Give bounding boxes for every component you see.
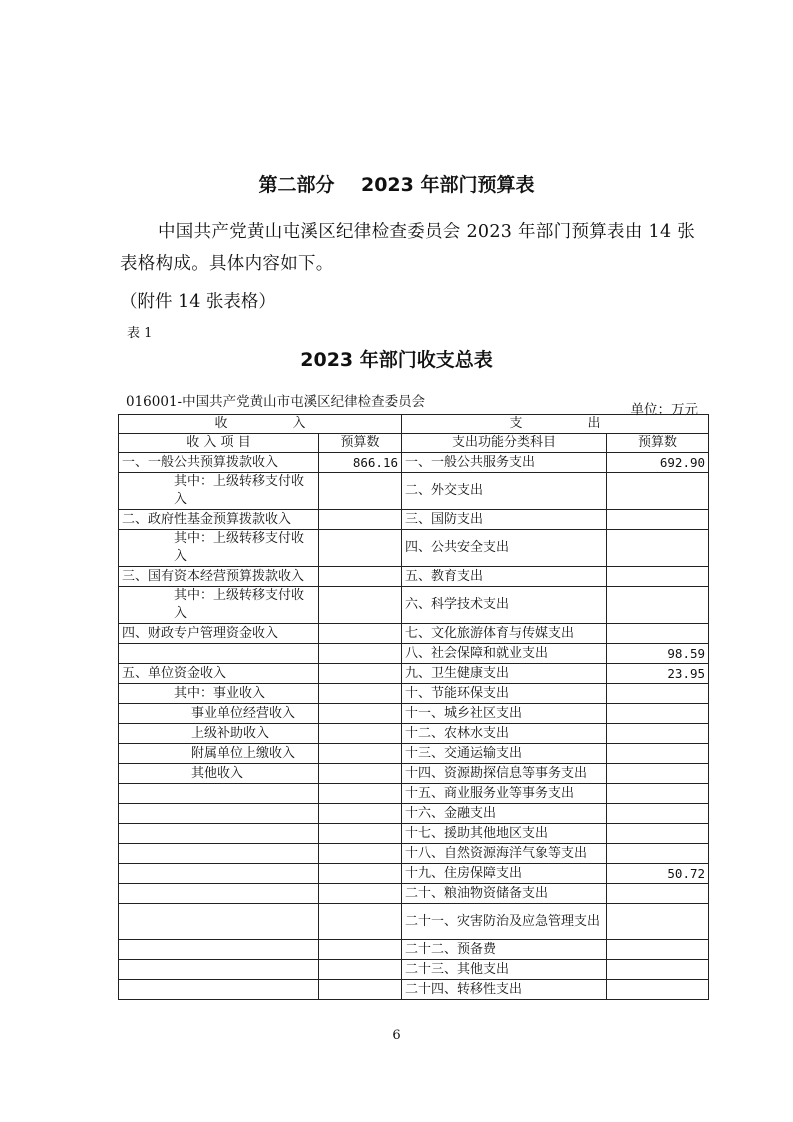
table-row [119,453,709,473]
expense-item-cell: 十三、交通运输支出 [402,744,607,764]
income-amount-cell [319,844,402,864]
expense-item-cell: 十二、农林水支出 [402,724,607,744]
expense-amount-cell [607,744,709,764]
income-amount-cell [319,940,402,960]
income-amount-header: 预算数 [319,434,402,453]
expense-amount-cell: 692.90 [607,453,709,473]
expense-amount-cell [607,530,709,567]
expense-item-cell: 八、社会保障和就业支出 [402,644,607,664]
income-item-cell [119,644,319,664]
table-row [119,904,709,940]
expense-amount-cell [607,844,709,864]
table-row [119,980,709,1000]
expense-amount-cell [607,960,709,980]
income-item-cell [119,864,319,884]
income-item-cell [119,980,319,1000]
income-amount-cell [319,724,402,744]
income-amount-cell [319,567,402,587]
table-row [119,824,709,844]
income-item-cell [119,940,319,960]
income-item-cell: 一、一般公共预算拨款收入 [119,453,319,473]
income-item-cell: 其中：上级转移支付收入 [119,587,319,624]
income-group-header: 收 入 [119,415,402,434]
organization-label: 016001-中国共产党黄山市屯溪区纪律检查委员会 [126,394,426,410]
income-amount-cell [319,804,402,824]
expense-item-cell: 十七、援助其他地区支出 [402,824,607,844]
table-row [119,684,709,704]
expense-amount-cell [607,587,709,624]
expense-amount-cell [607,764,709,784]
income-amount-cell [319,587,402,624]
expense-item-cell: 十九、住房保障支出 [402,864,607,884]
income-item-cell [119,904,319,940]
income-amount-cell [319,884,402,904]
expense-group-header: 支 出 [402,415,709,434]
table-row [119,940,709,960]
table-row [119,664,709,684]
income-item-cell: 其中：上级转移支付收入 [119,530,319,567]
income-amount-cell [319,960,402,980]
table-row [119,960,709,980]
expense-item-cell: 二十四、转移性支出 [402,980,607,1000]
income-item-cell: 附属单位上缴收入 [119,744,319,764]
income-amount-cell [319,904,402,940]
income-item-cell [119,844,319,864]
income-amount-cell [319,624,402,644]
expense-item-cell: 十四、资源勘探信息等事务支出 [402,764,607,784]
expense-amount-cell [607,884,709,904]
table-row [119,624,709,644]
expense-amount-cell [607,824,709,844]
table-number: 表 1 [127,326,153,341]
income-amount-cell [319,684,402,704]
expense-item-cell: 十六、金融支出 [402,804,607,824]
expense-amount-cell [607,804,709,824]
income-item-cell [119,884,319,904]
income-item-cell: 其他收入 [119,764,319,784]
income-item-cell: 三、国有资本经营预算拨款收入 [119,567,319,587]
expense-amount-cell [607,624,709,644]
income-item-cell: 上级补助收入 [119,724,319,744]
table-row [119,744,709,764]
table-column-header-row [119,434,709,453]
income-item-cell [119,960,319,980]
expense-item-cell: 一、一般公共服务支出 [402,453,607,473]
expense-item-cell: 二十一、灾害防治及应急管理支出 [402,904,607,940]
expense-item-cell: 十五、商业服务业等事务支出 [402,784,607,804]
income-item-cell [119,824,319,844]
expense-item-cell: 二十、粮油物资储备支出 [402,884,607,904]
income-amount-cell [319,784,402,804]
income-amount-cell [319,824,402,844]
income-amount-cell [319,664,402,684]
table-row [119,844,709,864]
expense-item-cell: 七、文化旅游体育与传媒支出 [402,624,607,644]
expense-item-cell: 十、节能环保支出 [402,684,607,704]
expense-amount-cell [607,510,709,530]
table-row [119,510,709,530]
income-item-header: 收 入 项 目 [119,434,319,453]
income-amount-cell [319,764,402,784]
table-row [119,864,709,884]
expense-amount-cell [607,784,709,804]
attachment-note: （附件 14 张表格） [120,292,276,312]
income-item-cell: 其中：事业收入 [119,684,319,704]
expense-item-cell: 二十三、其他支出 [402,960,607,980]
income-amount-cell [319,644,402,664]
page-number: 6 [392,1028,401,1043]
income-item-cell: 五、单位资金收入 [119,664,319,684]
intro-text: 中国共产党黄山屯溪区纪律检查委员会 2023 年部门预算表由 14 张表格构成。具体内容如下。 [120,222,696,274]
expense-item-header: 支出功能分类科目 [402,434,607,453]
expense-item-cell: 九、卫生健康支出 [402,664,607,684]
income-item-cell: 事业单位经营收入 [119,704,319,724]
expense-amount-cell [607,704,709,724]
income-amount-cell [319,980,402,1000]
expense-amount-cell [607,980,709,1000]
expense-item-cell: 三、国防支出 [402,510,607,530]
table-row [119,784,709,804]
income-amount-cell [319,473,402,510]
table-row [119,884,709,904]
expense-amount-cell [607,567,709,587]
expense-item-cell: 二、外交支出 [402,473,607,510]
income-item-cell [119,804,319,824]
income-amount-cell [319,510,402,530]
income-amount-cell: 866.16 [319,453,402,473]
expense-amount-cell: 50.72 [607,864,709,884]
expense-amount-cell: 98.59 [607,644,709,664]
budget-table-body [119,415,709,1000]
expense-item-cell: 二十二、预备费 [402,940,607,960]
table-group-header-row [119,415,709,434]
table-row [119,804,709,824]
expense-amount-cell [607,473,709,510]
table-row [119,644,709,664]
expense-amount-header: 预算数 [607,434,709,453]
expense-item-cell: 十一、城乡社区支出 [402,704,607,724]
income-item-cell: 其中：上级转移支付收入 [119,473,319,510]
table-row [119,764,709,784]
expense-amount-cell [607,940,709,960]
expense-amount-cell [607,724,709,744]
income-amount-cell [319,530,402,567]
income-amount-cell [319,864,402,884]
table-row [119,567,709,587]
table-title: 2023 年部门收支总表 [300,349,493,371]
expense-item-cell: 六、科学技术支出 [402,587,607,624]
table-row [119,724,709,744]
section-heading: 第二部分 2023 年部门预算表 [258,174,535,196]
income-item-cell: 四、财政专户管理资金收入 [119,624,319,644]
budget-table [118,414,709,1000]
income-amount-cell [319,744,402,764]
expense-amount-cell [607,904,709,940]
income-item-cell [119,784,319,804]
table-row [119,587,709,624]
table-row [119,704,709,724]
unit-label: 单位：万元 [630,402,698,418]
expense-amount-cell [607,684,709,704]
income-item-cell: 二、政府性基金预算拨款收入 [119,510,319,530]
table-row [119,473,709,510]
expense-item-cell: 五、教育支出 [402,567,607,587]
expense-item-cell: 四、公共安全支出 [402,530,607,567]
income-amount-cell [319,704,402,724]
expense-item-cell: 十八、自然资源海洋气象等支出 [402,844,607,864]
intro-paragraph [120,216,700,280]
table-row [119,530,709,567]
expense-amount-cell: 23.95 [607,664,709,684]
